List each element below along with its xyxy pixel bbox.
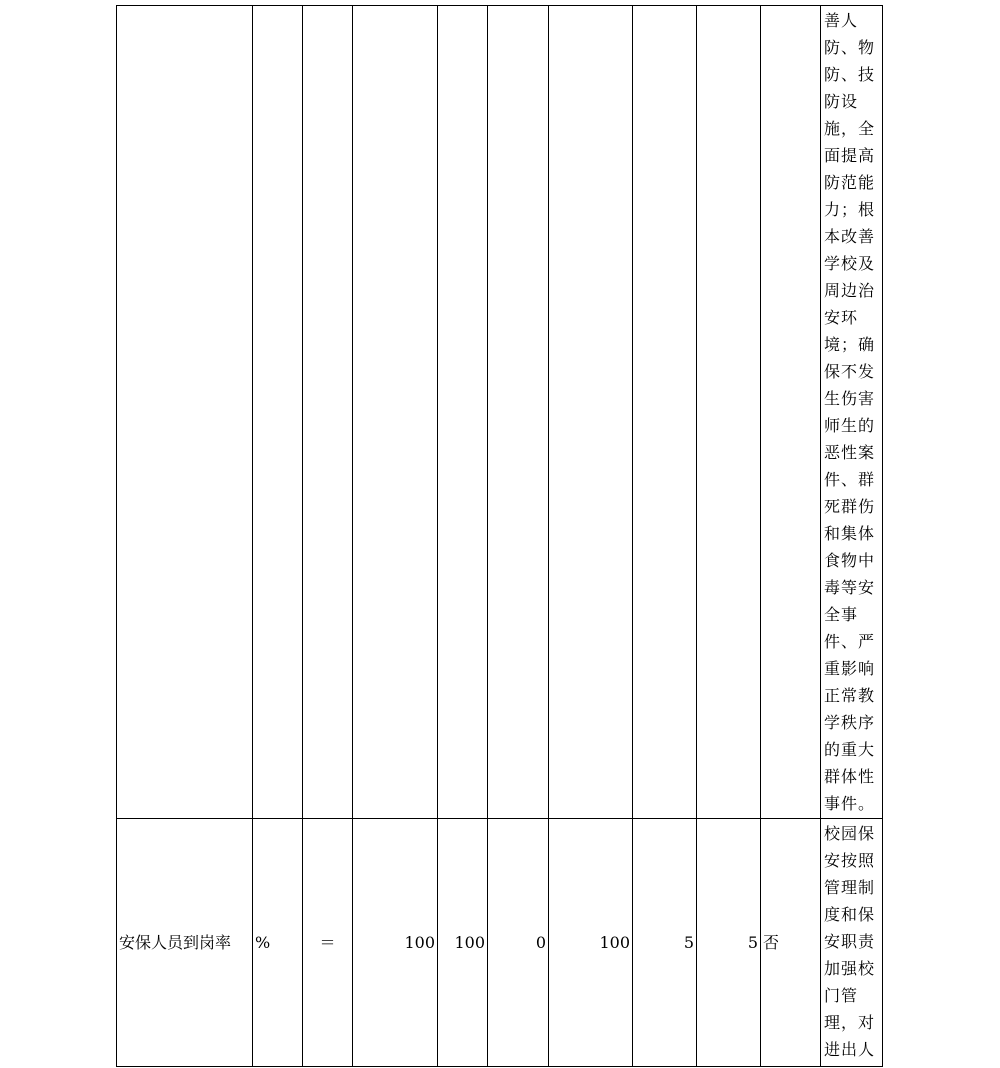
- performance-table: [116, 5, 883, 1067]
- unit-cell: %: [253, 819, 303, 1067]
- deduct-cell: 否: [761, 819, 821, 1067]
- table-row: [117, 819, 883, 1067]
- deduct-cell: [761, 6, 821, 819]
- indicator-cell: [117, 6, 253, 819]
- operator-cell: ＝: [303, 819, 353, 1067]
- actual-cell: [438, 6, 488, 819]
- remark-cell: 校园保安按照管理制度和保安职责加强校门管理，对进出人: [821, 819, 883, 1067]
- operator-cell: [303, 6, 353, 819]
- weight-cell: 5: [633, 819, 697, 1067]
- weight-cell: [633, 6, 697, 819]
- actual-cell: 100: [438, 819, 488, 1067]
- target-cell: [353, 6, 438, 819]
- completion-rate-cell: [549, 6, 633, 819]
- indicator-cell: 安保人员到岗率: [117, 819, 253, 1067]
- score-cell: [697, 6, 761, 819]
- deviation-cell: 0: [488, 819, 549, 1067]
- score-cell: 5: [697, 819, 761, 1067]
- target-cell: 100: [353, 819, 438, 1067]
- completion-rate-cell: 100: [549, 819, 633, 1067]
- remark-cell: 善人防、物防、技防设施，全面提高防范能力；根本改善学校及周边治安环境；确保不发生伤害师生的恶性案件、群死群伤和集体食物中毒等安全事件、严重影响正常教学秩序的重大群体性事件。: [821, 6, 883, 819]
- unit-cell: [253, 6, 303, 819]
- table-row: [117, 6, 883, 819]
- deviation-cell: [488, 6, 549, 819]
